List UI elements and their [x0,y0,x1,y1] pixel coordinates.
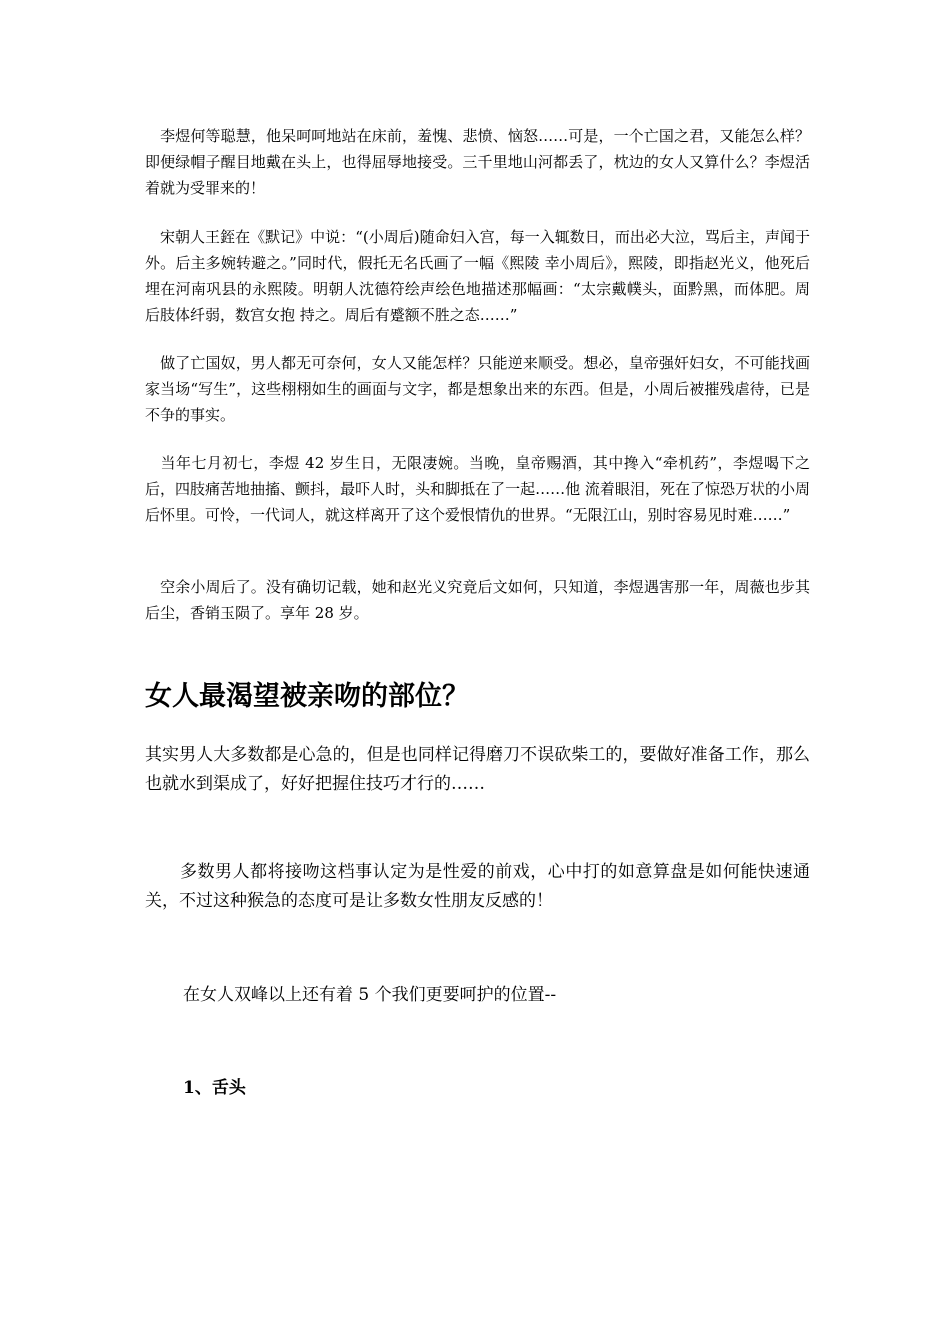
paragraph-forced-acceptance: 做了亡国奴，男人都无可奈何，女人又能怎样？只能逆来顺受。想必，皇帝强奸妇女，不可能找画家当场“写生”，这些栩栩如生的画面与文字，都是想象出来的东西。但是，小周后被摧残虐待，已是不争的事实。 [145,354,810,424]
article-title: 女人最渴望被亲吻的部位？ [145,681,469,712]
article-lead: 其实男人大多数都是心急的，但是也同样记得磨刀不误砍柴工的，要做好准备工作，那么也就水到渠成了，好好把握住技巧才行的…… [145,745,810,794]
paragraph-li-yu-death: 当年七月初七，李煜 42 岁生日，无限凄婉。当晚，皇帝赐酒，其中搀入“牵机药”，李煜喝下之后，四肢痛苦地抽搐、颤抖，最吓人时，头和脚抵在了一起……他 流着眼泪，死在了惊恐万状的小周后怀里。可怜，一代词人，就这样离开了这个爱恨情仇的世界。“无限江山，别时容易见时难……” [145,454,810,524]
paragraph-moji-record: 宋朝人王銍在《默记》中说：“(小周后)随命妇入宫，每一入辄数日，而出必大泣，骂后主，声闻于外。后主多婉转避之。”同时代，假托无名氏画了一幅《熙陵 幸小周后》，熙陵，即指赵光义，他死后埋在河南巩县的永熙陵。明朝人沈德符绘声绘色地描述那幅画：“太宗戴幞头，面黔黑，而体肥。周后肢体纤弱，数宫女抱 持之。周后有蹙额不胜之态……” [145,228,810,324]
paragraph-xiao-zhou-end: 空余小周后了。没有确切记载，她和赵光义究竟后文如何，只知道，李煜遇害那一年，周薇也步其后尘，香销玉陨了。享年 28 岁。 [145,578,810,622]
article-body-paragraph: 多数男人都将接吻这档事认定为是性爱的前戏，心中打的如意算盘是如何能快速通关，不过这种猴急的态度可是让多数女性朋友反感的！ [145,862,810,911]
article-body-paragraph: 在女人双峰以上还有着 5 个我们更要呵护的位置-- [183,985,557,1005]
paragraph-li-yu-humiliation: 李煜何等聪慧，他呆呵呵地站在床前，羞愧、悲愤、恼怒……可是，一个亡国之君，又能怎么样？即便绿帽子醒目地戴在头上，也得屈辱地接受。三千里地山河都丢了，枕边的女人又算什么？李煜活着就为受罪来的！ [145,127,810,197]
list-item-heading: 1、舌头 [183,1078,246,1098]
